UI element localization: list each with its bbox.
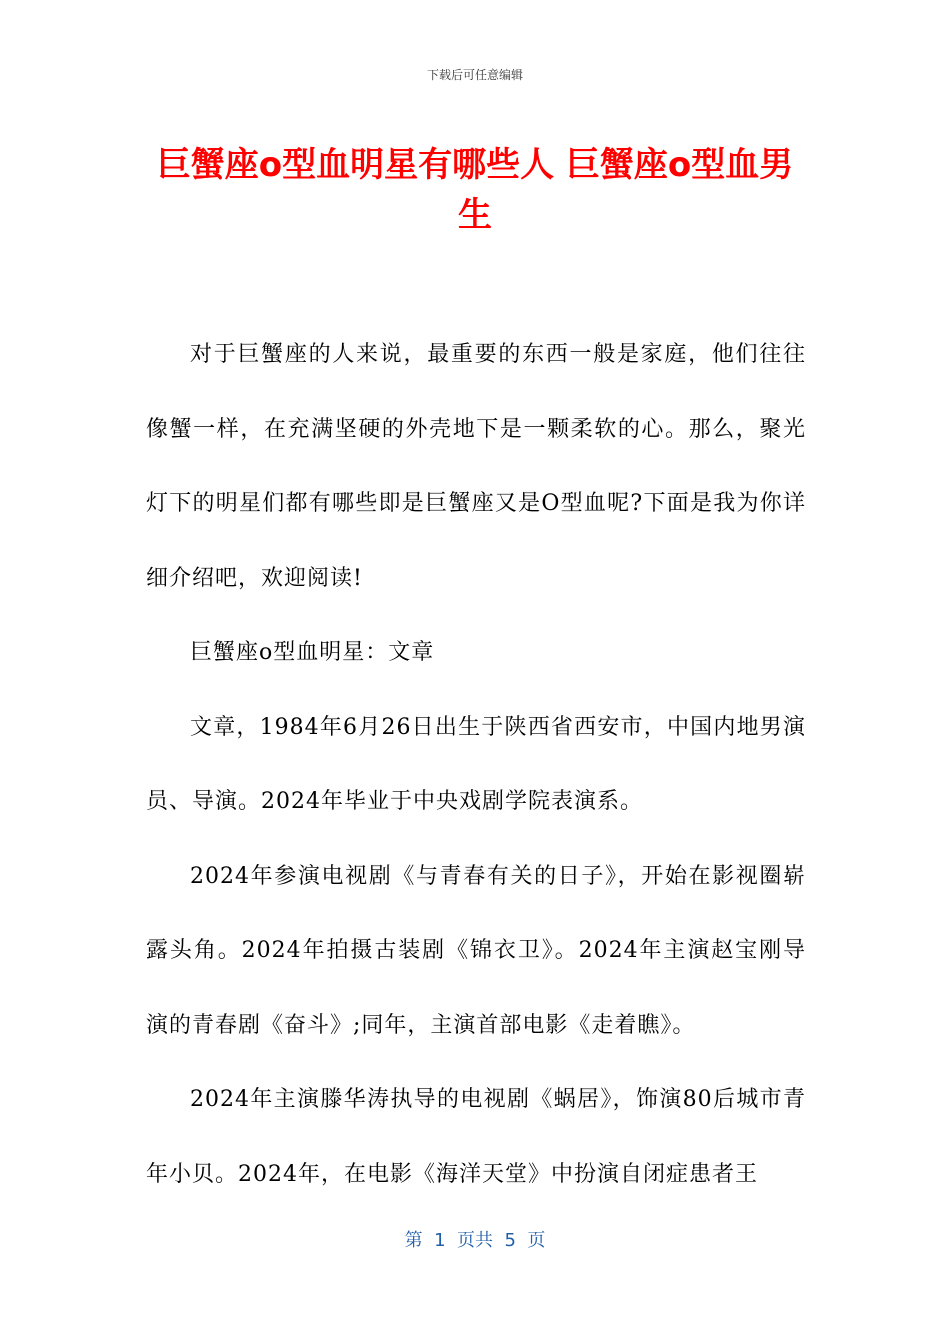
document-title: 巨蟹座o型血明星有哪些人 巨蟹座o型血男生 (156, 145, 794, 235)
paragraph-career-2: 2024年主演滕华涛执导的电视剧《蜗居》，饰演80后城市青年小贝。2024年，在电影《海洋天堂》中扮演自闭症患者王 (146, 1087, 806, 1187)
header-note: 下载后可任意编辑 (426, 68, 523, 82)
paragraph-career-1: 2024年参演电视剧《与青春有关的日子》，开始在影视圈崭露头角。2024年拍摄古装剧《锦衣卫》。2024年主演赵宝刚导演的青春剧《奋斗》;同年，主演首部电影《走着瞧》。 (146, 863, 806, 1038)
document-body (146, 318, 806, 1212)
paragraph-intro: 对于巨蟹座的人来说，最重要的东西一般是家庭，他们往往像蟹一样，在充满坚硬的外壳地下是一颗柔软的心。那么，聚光灯下的明星们都有哪些即是巨蟹座又是O型血呢?下面是我为你详细介绍吧，欢迎阅读! (146, 342, 806, 591)
page-indicator: 第 1 页共 5 页 (404, 1230, 546, 1251)
paragraph-bio: 文章，1984年6月26日出生于陕西省西安市，中国内地男演员、导演。2024年毕业于中央戏剧学院表演系。 (146, 714, 806, 814)
paragraph-subheading: 巨蟹座o型血明星：文章 (190, 640, 435, 665)
